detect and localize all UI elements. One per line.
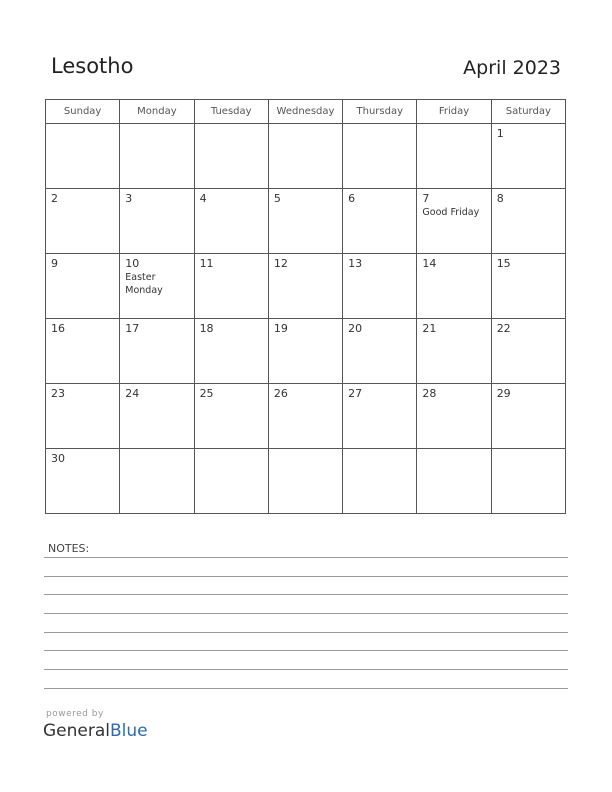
day-cell: [268, 189, 342, 254]
week-row: [46, 189, 566, 254]
day-cell: [343, 384, 417, 449]
day-cell: [120, 384, 194, 449]
day-number: 3: [125, 192, 133, 205]
day-number: 24: [125, 387, 140, 400]
week-row: [46, 319, 566, 384]
day-number: 4: [199, 192, 207, 205]
day-cell: [417, 254, 491, 319]
day-cell: [120, 319, 194, 384]
day-number: 11: [199, 257, 214, 270]
week-row: [46, 254, 566, 319]
weekday-thursday: Thursday: [343, 100, 417, 124]
day-cell: [268, 384, 342, 449]
day-number: 21: [422, 322, 437, 335]
month-title: April 2023: [463, 57, 561, 79]
note-line: [44, 576, 568, 577]
holiday-label: Easter Monday: [125, 272, 163, 296]
day-number: 28: [422, 387, 437, 400]
day-cell: [46, 254, 120, 319]
week-row: [46, 124, 566, 189]
day-cell: [120, 254, 194, 319]
day-cell: [417, 449, 491, 514]
day-cell: [46, 384, 120, 449]
day-number: 27: [348, 387, 363, 400]
day-cell: [491, 384, 565, 449]
weekday-saturday: Saturday: [491, 100, 565, 124]
note-line: [44, 594, 568, 595]
week-row: [46, 384, 566, 449]
day-cell: [417, 189, 491, 254]
day-number: 16: [51, 322, 65, 335]
country-title: Lesotho: [51, 54, 134, 78]
day-cell: [491, 319, 565, 384]
brand-blue: Blue: [110, 721, 148, 741]
day-number: 9: [51, 257, 58, 270]
calendar-body: [46, 124, 566, 514]
day-number: 23: [51, 387, 65, 400]
day-cell: [194, 449, 268, 514]
powered-by-text: powered by: [46, 709, 104, 719]
day-cell: [491, 254, 565, 319]
day-cell: [491, 449, 565, 514]
weekday-friday: Friday: [417, 100, 491, 124]
weekday-sunday: Sunday: [46, 100, 120, 124]
day-number: 14: [422, 257, 437, 270]
day-number: 17: [125, 322, 140, 335]
day-number: 10: [125, 257, 140, 270]
note-line: [44, 613, 568, 614]
brand-logo: [43, 721, 148, 741]
day-number: 20: [348, 322, 363, 335]
day-cell: [194, 384, 268, 449]
day-cell: [194, 124, 268, 189]
day-cell: [268, 319, 342, 384]
day-cell: [343, 319, 417, 384]
day-cell: [120, 449, 194, 514]
weekday-tuesday: Tuesday: [194, 100, 268, 124]
day-cell: [268, 124, 342, 189]
day-cell: [343, 124, 417, 189]
day-number: 6: [348, 192, 356, 205]
note-line: [44, 632, 568, 633]
day-number: 18: [199, 322, 214, 335]
day-cell: [343, 449, 417, 514]
day-number: 22: [496, 322, 511, 335]
weekday-header-row: [46, 100, 566, 124]
day-number: 7: [422, 192, 430, 205]
note-line: [44, 688, 568, 689]
day-cell: [194, 254, 268, 319]
day-cell: [120, 124, 194, 189]
day-cell: [194, 319, 268, 384]
day-number: 30: [51, 452, 65, 465]
day-cell: [46, 319, 120, 384]
day-number: 2: [51, 192, 58, 205]
day-number: 15: [496, 257, 511, 270]
brand-general: General: [43, 721, 110, 741]
day-number: 25: [199, 387, 214, 400]
day-cell: [417, 124, 491, 189]
day-number: 1: [496, 127, 504, 140]
day-cell: [343, 189, 417, 254]
day-cell: [491, 189, 565, 254]
day-number: 29: [496, 387, 511, 400]
weekday-wednesday: Wednesday: [268, 100, 342, 124]
week-row: [46, 449, 566, 514]
notes-label: NOTES:: [48, 542, 90, 555]
day-number: 13: [348, 257, 363, 270]
day-cell: [268, 449, 342, 514]
day-number: 12: [273, 257, 288, 270]
holiday-label: Good Friday: [422, 207, 480, 218]
note-line: [44, 669, 568, 670]
weekday-monday: Monday: [120, 100, 194, 124]
day-cell: [46, 189, 120, 254]
day-cell: [194, 189, 268, 254]
day-cell: [343, 254, 417, 319]
day-cell: [268, 254, 342, 319]
note-line: [44, 650, 568, 651]
day-number: 26: [273, 387, 288, 400]
note-line: [44, 557, 568, 558]
day-number: 8: [496, 192, 504, 205]
day-cell: [417, 384, 491, 449]
day-number: 19: [273, 322, 288, 335]
day-cell: [120, 189, 194, 254]
day-number: 5: [273, 192, 281, 205]
day-cell: [417, 319, 491, 384]
day-cell: [491, 124, 565, 189]
calendar-grid: [45, 99, 566, 514]
day-cell: [46, 449, 120, 514]
day-cell: [46, 124, 120, 189]
